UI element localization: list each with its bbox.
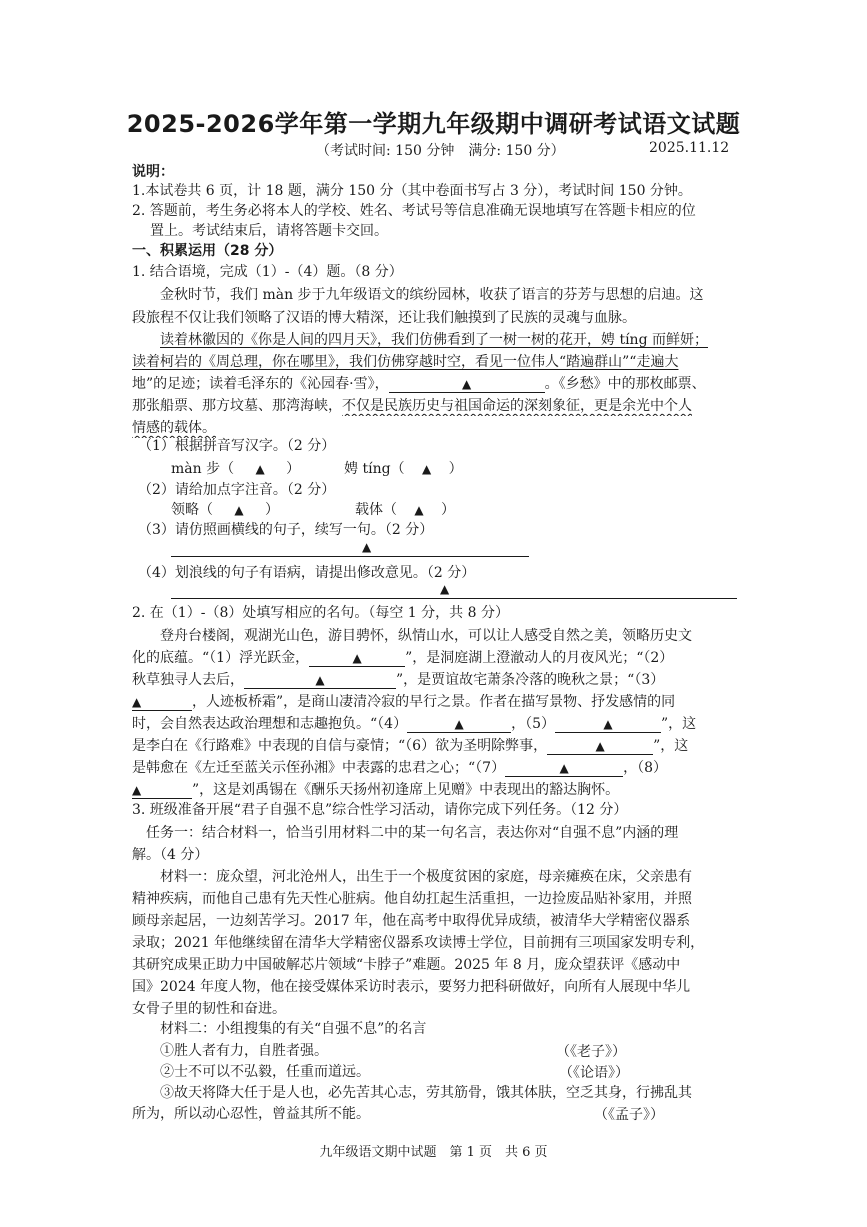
exam-title: 2025-2026学年第一学期九年级期中调研考试语文试题 (126, 110, 741, 138)
q1-para2-b (132, 352, 742, 372)
q2-line-c: 秋草独寻人去后， ▲ ”，是贾谊故宅萧条冷落的晚秋之景；“（3） (132, 672, 665, 688)
notes-line-2b: 置上。考试结束后，请将答题卡交回。 (150, 223, 388, 239)
q1-stem: 1. 结合语境，完成（1）-（4）题。（8 分） (132, 264, 403, 280)
underlined-sentence-cont: 读着柯岩的《周总理，你在哪里》，我们仿佛穿越时空，看见一位伟人“踏遍群山”“走遍大 (132, 354, 679, 370)
answer-blank: ▲ (547, 738, 653, 755)
q1-sub-3-answer-line (171, 556, 529, 557)
q2-stem: 2. 在（1）-（8）处填写相应的名句。（每空 1 分，共 8 分） (132, 605, 509, 621)
answer-marker: ▲ (414, 503, 424, 517)
q2-line-f: 是李白在《行路难》中表现的自信与豪情；“（6）欲为圣明除弊事， ▲ ”，这 (132, 738, 689, 754)
answer-blank (389, 376, 545, 393)
answer-marker: ▲ (255, 462, 265, 476)
section-1-heading: 一、积累运用（28 分） (132, 243, 283, 259)
q3-material1-f: 国》2024 年度人物，他在接受媒体采访时表示，要努力把科研做好，向所有人展现中华儿 (132, 979, 691, 995)
answer-blank: ▲ (132, 782, 192, 799)
quote-1-source: （《老子》） (556, 1044, 626, 1060)
quote-1: ①胜人者有力，自胜者强。 (160, 1043, 328, 1059)
q1-sub-4: （4）划浪线的句子有语病，请提出修改意见。（2 分） (138, 565, 476, 581)
q3-material1-c: 顾母亲起居，一边刻苦学习。2017 年，他在高考中取得优异成绩，被清华大学精密仪器系 (132, 913, 691, 929)
wavy-underlined-sentence: 不仅是民族历史与祖国命运的深刻象征，更是余光中个人 (342, 398, 692, 414)
q2-line-g: 是韩愈在《左迁至蓝关示侄孙湘》中表露的忠君之心；“（7） ▲ ，（8） (132, 760, 667, 776)
quote-2-source: （《论语》） (559, 1065, 629, 1081)
quote-2: ②士不可以不弘毅，任重而道远。 (160, 1064, 370, 1080)
q1-para2-d: 那张船票、那方坟墓、那湾海峡，不仅是民族历史与祖国命运的深刻象征，更是余光中个人 (132, 398, 692, 414)
answer-marker: ▲ (362, 540, 372, 554)
wavy-underlined-sentence-cont: 情感的载体。 (132, 420, 216, 436)
q3-stem: 3. 班级准备开展“君子自强不息”综合性学习活动，请你完成下列任务。（12 分） (132, 802, 628, 818)
q1-para2-c: 地”的足迹；读着毛泽东的《沁园春·雪》， ▲ 。《乡愁》中的那枚邮票、 (132, 376, 706, 392)
exam-info-line (0, 140, 867, 160)
answer-marker: ▲ (440, 582, 450, 596)
q1-sub-3: （3）请仿照画横线的句子，续写一句。（2 分） (138, 522, 434, 538)
q3-material2-heading: 材料二：小组搜集的有关“自强不息”的名言 (160, 1021, 427, 1037)
q2-line-h: ▲ ”，这是刘禹锡在《酬乐天扬州初逢席上见赠》中表现出的豁达胸怀。 (132, 782, 620, 798)
q2-line-b: 化的底蕴。“（1）浮光跃金， ▲ ”，是洞庭湖上澄澈动人的月夜风光；“（2） (132, 650, 674, 666)
answer-blank: ▲ (407, 716, 511, 733)
q3-task1-a: 任务一：结合材料一，恰当引用材料二中的某一句名言，表达你对“自强不息”内涵的理 (146, 825, 679, 841)
q2-line-d: ▲ ，人迹板桥霜”，是商山凄清冷寂的早行之景。作者在描写景物、抒发感情的同 (132, 694, 676, 710)
q2-line-a: 登舟台楼阁，观湖光山色，游目骋怀，纵情山水，可以让人感受自然之美，领略历史文 (160, 628, 692, 644)
q3-material1-d: 录取；2021 年他继续留在清华大学精密仪器系攻读博士学位，目前拥有三项国家发明专利， (132, 935, 705, 951)
page-footer: 九年级语文期中试题 第 1 页 共 6 页 (319, 1145, 548, 1160)
q3-material1-b: 精神疾病，而他自己患有先天性心脏病。他自幼扛起生活重担，一边捡废品贴补家用，并照 (132, 891, 692, 907)
notes-line-1: 1.本试卷共 6 页，计 18 题，满分 150 分（其中卷面书写占 3 分），考试时间 150 分钟。 (132, 183, 692, 199)
q1-para1-b: 段旅程不仅让我们领略了汉语的博大精深，还让我们触摸到了民族的灵魂与血脉。 (132, 310, 636, 326)
q1-para2-a (160, 330, 740, 350)
quote-3-source: （《孟子》） (594, 1107, 664, 1123)
q1-sub-4-answer-line (171, 598, 737, 599)
q3-material1-g: 女骨子里的韧性和奋进。 (132, 1001, 286, 1017)
q3-material1-a: 材料一：庞众望，河北沧州人，出生于一个极度贫困的家庭，母亲瘫痪在床，父亲患有 (160, 869, 692, 885)
answer-marker: ▲ (234, 503, 244, 517)
answer-blank: ▲ (505, 760, 623, 777)
answer-marker: ▲ (422, 462, 432, 476)
q3-material1-e: 其研究成果正助力中国破解芯片领域“卡脖子”难题。2025 年 8 月，庞众望获评《感动中 (132, 957, 681, 973)
notes-label: 说明： (132, 164, 174, 180)
notes-line-2a: 2. 答题前，考生务必将本人的学校、姓名、考试号等信息准确无误地填写在答题卡相应的位 (132, 203, 696, 219)
answer-blank: ▲ (309, 650, 405, 667)
answer-marker: ▲ (461, 377, 472, 391)
quote-3-b: 所为，所以动心忍性，曾益其所不能。 (132, 1106, 370, 1122)
q1-para2-e (132, 418, 742, 438)
answer-blank: ▲ (244, 672, 396, 689)
answer-blank: ▲ (555, 716, 661, 733)
q2-line-e: 时，会自然表达政治理想和志趣抱负。“（4） ▲ ，（5） ▲ ”，这 (132, 716, 697, 732)
underlined-sentence: 读着林徽因的《你是人间的四月天》，我们仿佛看到了一树一树的花开，娉 tíng 而鲜妍； (160, 332, 708, 348)
quote-3-a: ③故天将降大任于是人也，必先苦其心志，劳其筋骨，饿其体肤，空乏其身，行拂乱其 (160, 1085, 692, 1101)
exam-duration-score: （考试时间: 150 分钟 满分: 150 分） (316, 143, 565, 159)
q1-sub-1: （1）根据拼音写汉字。（2 分） (138, 438, 336, 454)
q1-sub-2: （2）请给加点字注音。（2 分） (138, 482, 336, 498)
q1-sub-2-answers: 领略（ ▲ ） 载体（ ▲ ） (171, 502, 455, 518)
q3-task1-b: 解。（4 分） (132, 847, 209, 863)
q1-sub-1-answers: màn 步（ ▲ ） 娉 tíng（ ▲ ） (171, 461, 463, 477)
answer-blank: ▲ (132, 694, 192, 711)
q1-para1-a: 金秋时节，我们 màn 步于九年级语文的缤纷园林，收获了语言的芬芳与思想的启迪。这 (160, 287, 704, 303)
exam-date: 2025.11.12 (649, 140, 730, 156)
